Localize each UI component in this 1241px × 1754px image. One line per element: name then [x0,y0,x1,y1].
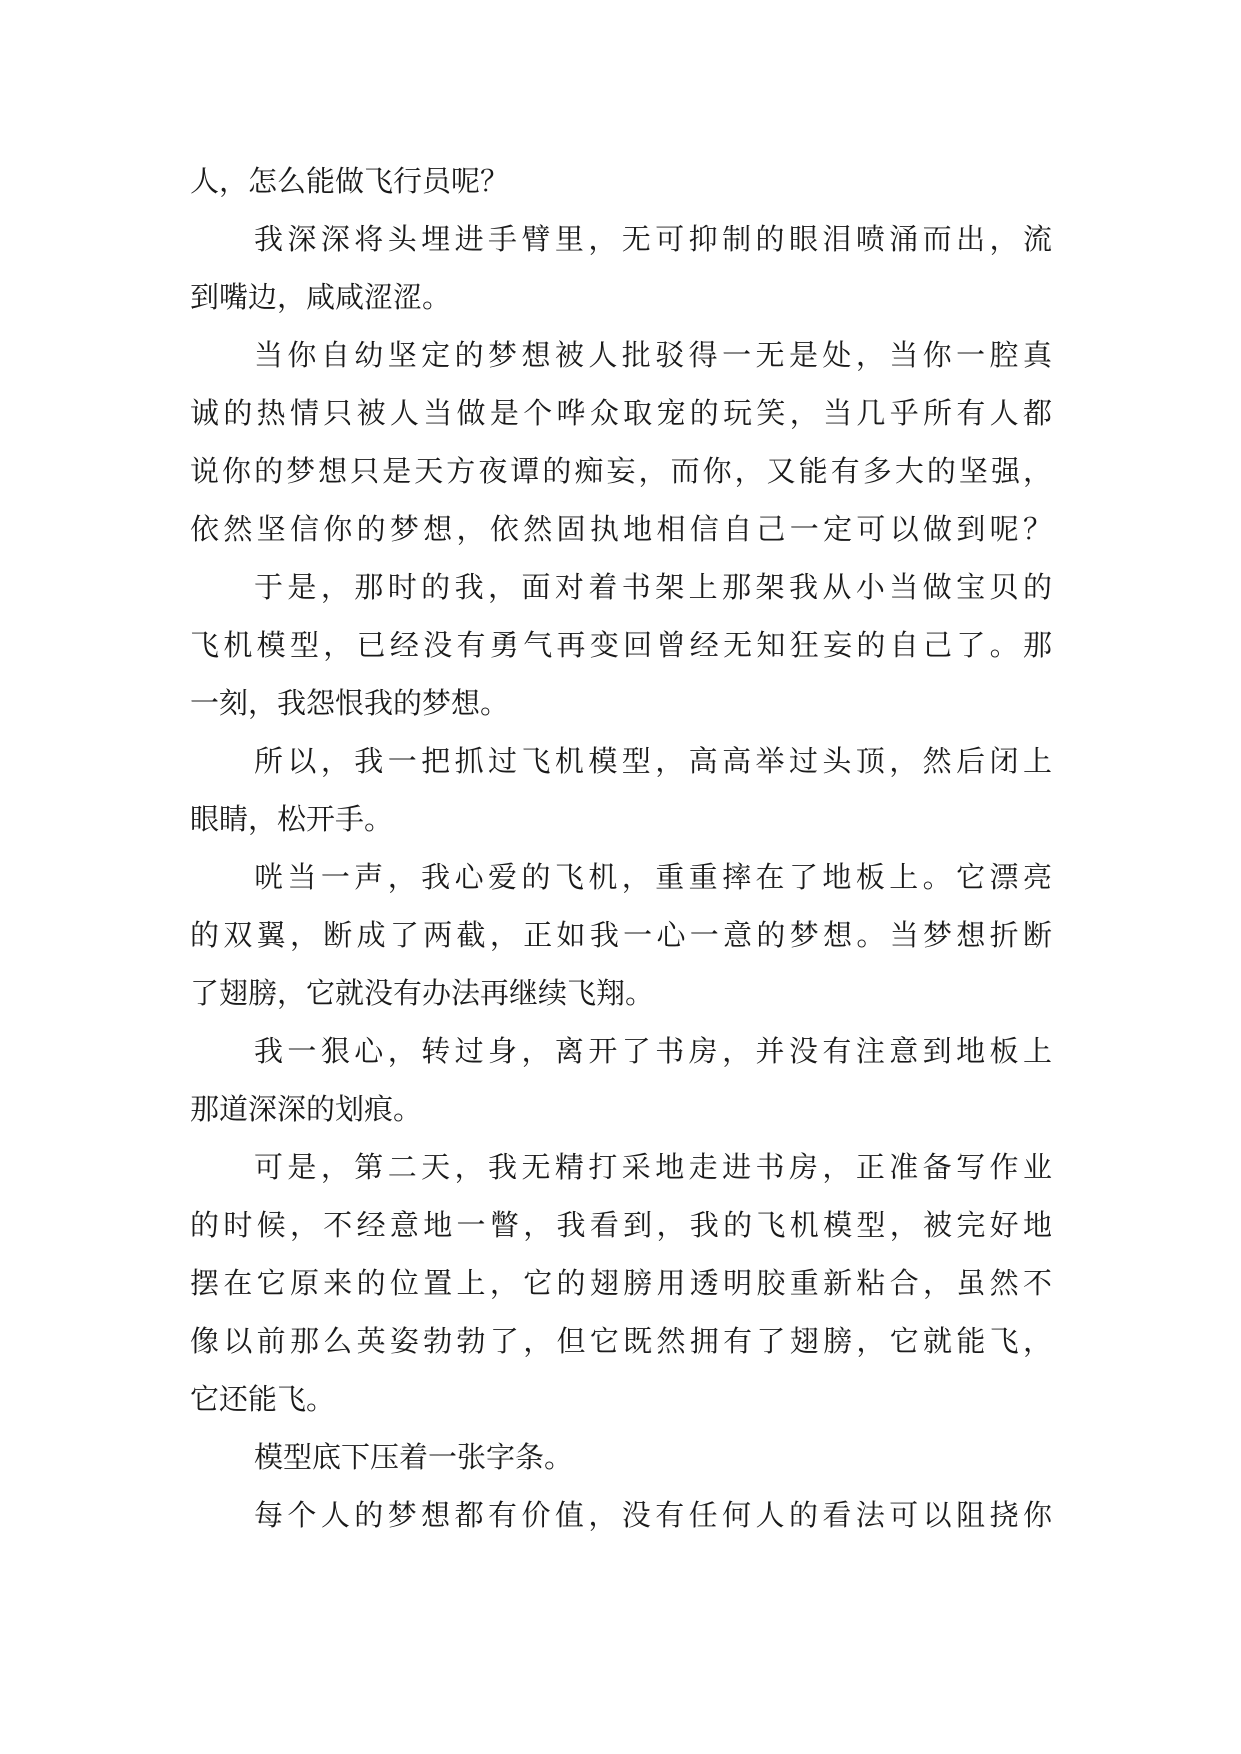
text-line: 可是，第二天，我无精打采地走进书房，正准备写作业 [254,1150,1052,1184]
text-line: 诚的热情只被人当做是个哗众取宠的玩笑，当几乎所有人都 [190,396,1052,430]
text-line: 说你的梦想只是天方夜谭的痴妄，而你，又能有多大的坚强， [190,454,1052,488]
text-line: 每个人的梦想都有价值，没有任何人的看法可以阻挠你 [254,1498,1052,1532]
text-line: 模型底下压着一张字条。 [254,1440,574,1474]
text-line: 飞机模型，已经没有勇气再变回曾经无知狂妄的自己了。那 [190,628,1052,662]
text-line: 的双翼，断成了两截，正如我一心一意的梦想。当梦想折断 [190,918,1052,952]
text-line: 它还能飞。 [190,1382,336,1416]
text-line: 的时候，不经意地一瞥，我看到，我的飞机模型，被完好地 [190,1208,1052,1242]
text-line: 我一狠心，转过身，离开了书房，并没有注意到地板上 [254,1034,1052,1068]
document-body [190,152,1052,1544]
text-line: 一刻，我怨恨我的梦想。 [190,686,510,720]
text-line: 所以，我一把抓过飞机模型，高高举过头顶，然后闭上 [254,744,1052,778]
text-line: 那道深深的划痕。 [190,1092,423,1126]
text-line: 人，怎么能做飞行员呢？ [190,164,510,198]
text-line: 摆在它原来的位置上，它的翅膀用透明胶重新粘合，虽然不 [190,1266,1052,1300]
text-line: 当你自幼坚定的梦想被人批驳得一无是处，当你一腔真 [254,338,1052,372]
text-line: 像以前那么英姿勃勃了，但它既然拥有了翅膀，它就能飞， [190,1324,1052,1358]
text-line: 了翅膀，它就没有办法再继续飞翔。 [190,976,655,1010]
text-line: 咣当一声，我心爱的飞机，重重摔在了地板上。它漂亮 [254,860,1052,894]
text-line: 依然坚信你的梦想，依然固执地相信自己一定可以做到呢？ [190,512,1052,546]
text-line: 于是，那时的我，面对着书架上那架我从小当做宝贝的 [254,570,1052,604]
text-line: 眼睛，松开手。 [190,802,394,836]
text-line: 我深深将头埋进手臂里，无可抑制的眼泪喷涌而出，流 [254,222,1052,256]
text-line: 到嘴边，咸咸涩涩。 [190,280,452,314]
